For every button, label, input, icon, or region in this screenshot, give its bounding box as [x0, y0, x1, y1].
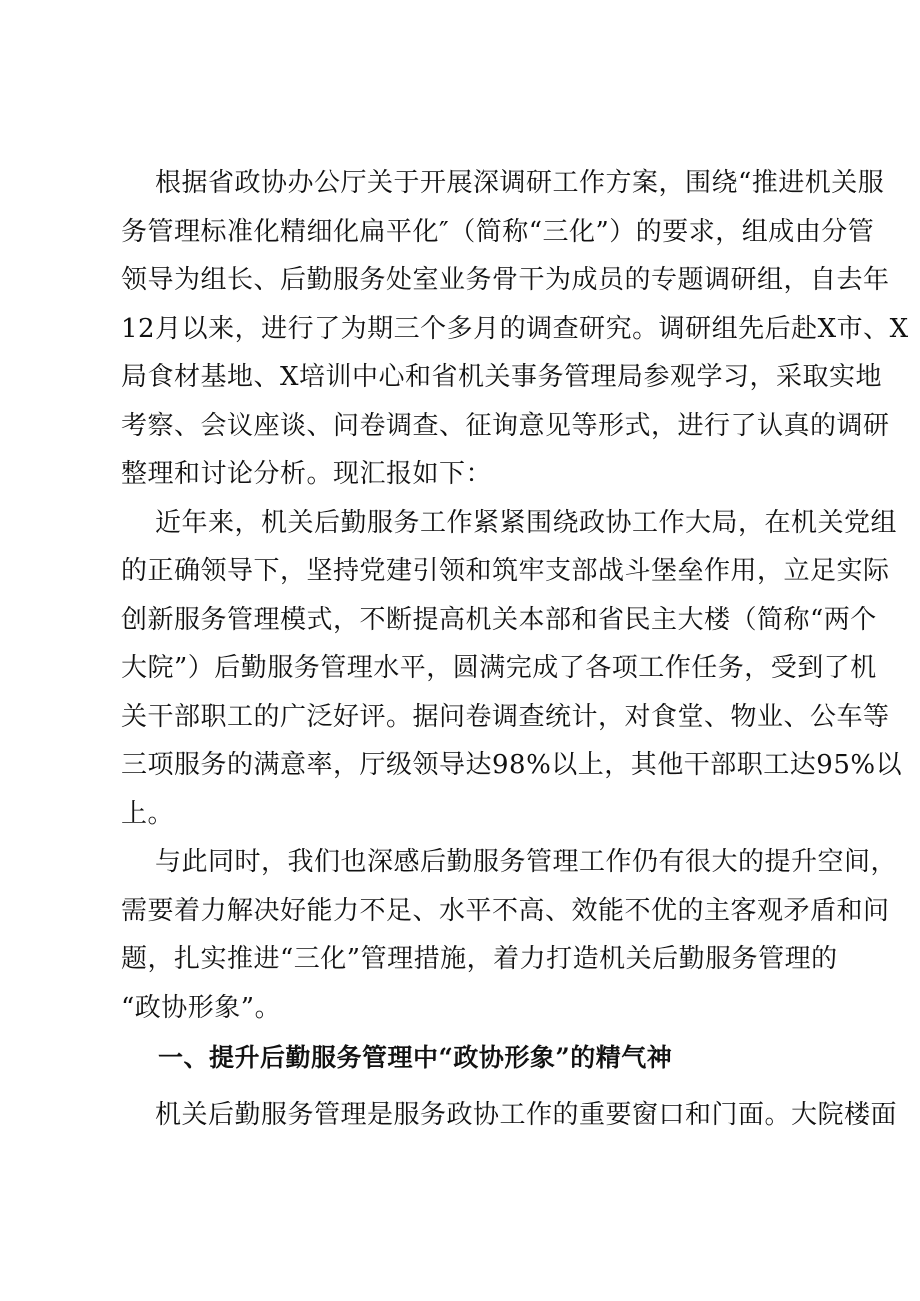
- paragraph-3-line-3: 题，扎实推进“三化”管理措施，着力打造机关后勤服务管理的: [121, 944, 838, 974]
- paragraph-2-line-6: 三项服务的满意率，厅级领导达98%以上，其他干部职工达95%以: [121, 750, 903, 780]
- paragraph-1-line-7: 整理和讨论分析。现汇报如下：: [121, 459, 493, 489]
- paragraph-2-line-5: 关干部职工的广泛好评。据问卷调查统计，对食堂、物业、公车等: [121, 702, 890, 732]
- paragraph-3-line-2: 需要着力解决好能力不足、水平不高、效能不优的主客观矛盾和问: [121, 896, 890, 926]
- paragraph-1-line-3: 领导为组长、后勤服务处室业务骨干为成员的专题调研组，自去年: [121, 265, 890, 295]
- paragraph-2-line-2: 的正确领导下，坚持党建引领和筑牢支部战斗堡垒作用，立足实际: [121, 556, 890, 586]
- paragraph-1-line-1: 根据省政协办公厅关于开展深调研工作方案，围绕“推进机关服: [155, 168, 885, 198]
- paragraph-3-line-4: “政协形象”。: [121, 993, 282, 1023]
- paragraph-2-line-1: 近年来，机关后勤服务工作紧紧围绕政协工作大局，在机关党组: [155, 508, 898, 538]
- paragraph-3-line-1: 与此同时，我们也深感后勤服务管理工作仍有很大的提升空间，: [155, 847, 898, 877]
- paragraph-1-line-6: 考察、会议座谈、问卷调查、征询意见等形式，进行了认真的调研: [121, 411, 890, 441]
- paragraph-2-line-7: 上。: [121, 799, 175, 829]
- paragraph-4-line-1: 机关后勤服务管理是服务政协工作的重要窗口和门面。大院楼面: [155, 1100, 898, 1130]
- section-heading-1: 一、提升后勤服务管理中“政协形象”的精气神: [158, 1043, 673, 1072]
- paragraph-2-line-3: 创新服务管理模式，不断提高机关本部和省民主大楼（简称“两个: [121, 605, 877, 635]
- paragraph-1-line-4: 12月以来，进行了为期三个多月的调查研究。调研组先后赴X市、X: [121, 314, 909, 344]
- paragraph-1-line-5: 局食材基地、X培训中心和省机关事务管理局参观学习，采取实地: [121, 362, 883, 392]
- paragraph-2-line-4: 大院”）后勤服务管理水平，圆满完成了各项工作任务，受到了机: [121, 653, 877, 683]
- paragraph-1-line-2: 务管理标准化精细化扁平化″（简称“三化”）的要求，组成由分管: [121, 217, 875, 247]
